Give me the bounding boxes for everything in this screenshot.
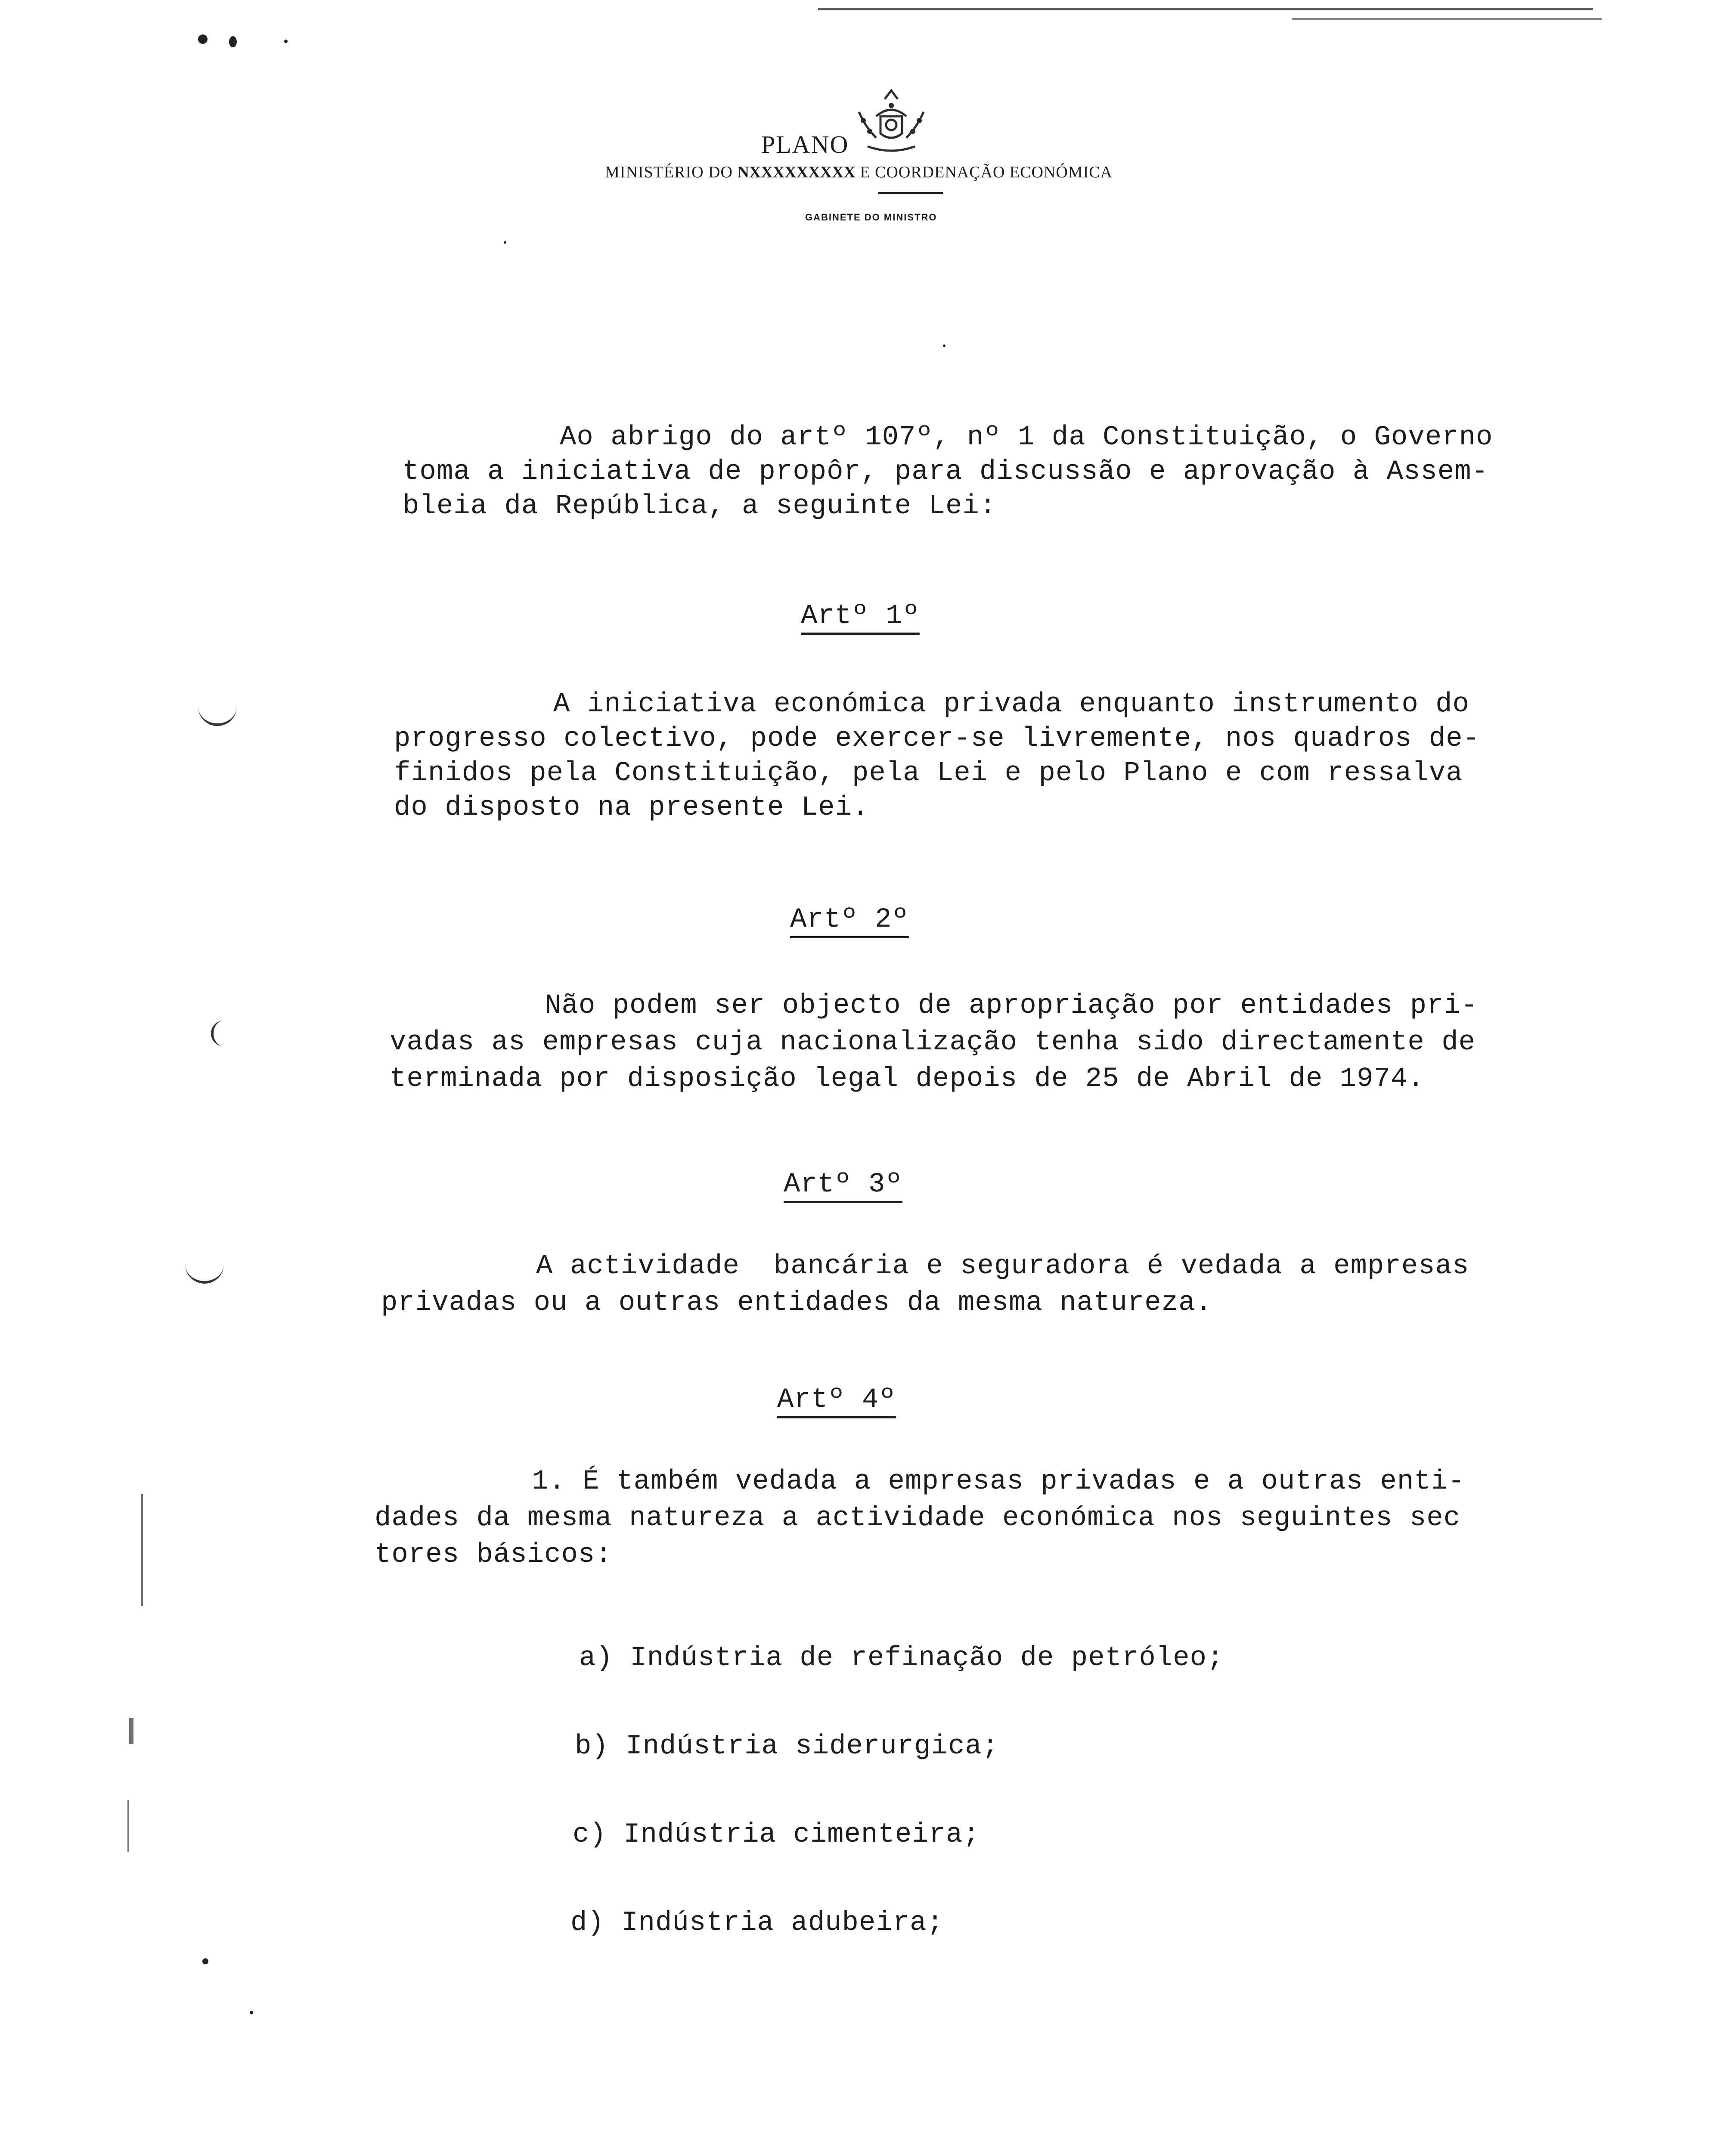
ministry-struck-text: NXXXXXXXXX	[737, 163, 856, 181]
ministry-prefix: MINISTÉRIO DO	[605, 163, 733, 181]
binding-mark	[198, 706, 237, 726]
article-line: terminada por disposição legal depois de 25 de Abril de 1974.	[390, 1064, 1425, 1095]
article-line: Não podem ser objecto de apropriação por entidades pri-	[545, 990, 1478, 1021]
article-heading: Artº 2º	[790, 904, 909, 935]
scan-top-rule	[818, 8, 1593, 10]
preamble-line: toma a iniciativa de propôr, para discussão e aprovação à Assem-	[403, 456, 1488, 487]
list-item: d) Indústria adubeira;	[570, 1908, 944, 1939]
margin-mark	[127, 1800, 129, 1852]
letterhead-cabinet: GABINETE DO MINISTRO	[805, 212, 937, 223]
list-item: a) Indústria de refinação de petróleo;	[579, 1643, 1224, 1674]
preamble-line: Ao abrigo do artº 107º, nº 1 da Constituição, o Governo	[560, 422, 1493, 453]
article-line: 1. É também vedada a empresas privadas e a outras enti-	[532, 1466, 1465, 1497]
scan-speck	[284, 40, 288, 43]
list-item: b) Indústria siderurgica;	[575, 1731, 999, 1762]
coat-of-arms-icon	[850, 86, 932, 155]
scan-speck	[202, 1958, 208, 1964]
binding-mark	[211, 1021, 224, 1046]
article-line: dades da mesma natureza a actividade económica nos seguintes sec	[375, 1503, 1460, 1534]
article-line: progresso colectivo, pode exercer-se livremente, nos quadros de-	[394, 723, 1480, 754]
article-heading: Artº 4º	[777, 1384, 896, 1415]
letterhead-plano: PLANO	[761, 130, 849, 158]
article-line: vadas as empresas cuja nacionalização tenha sido directamente de	[390, 1027, 1476, 1058]
article-line: A actividade bancária e seguradora é vedada a empresas	[536, 1251, 1469, 1282]
scan-speck	[229, 36, 237, 47]
margin-mark	[129, 1718, 133, 1744]
scan-speck	[943, 344, 946, 347]
article-line: finidos pela Constituição, pela Lei e pelo Plano e com ressalva	[394, 758, 1463, 789]
article-line: tores básicos:	[375, 1539, 612, 1570]
margin-mark	[141, 1494, 143, 1606]
article-line: do disposto na presente Lei.	[394, 792, 869, 823]
list-item: c) Indústria cimenteira;	[573, 1819, 980, 1850]
article-line: privadas ou a outras entidades da mesma natureza.	[381, 1287, 1212, 1318]
letterhead-ministry	[605, 163, 1113, 182]
preamble-line: bleia da República, a seguinte Lei:	[403, 491, 997, 522]
binding-mark	[185, 1264, 224, 1284]
article-heading: Artº 3º	[784, 1169, 902, 1200]
scan-speck	[504, 241, 506, 244]
scan-speck	[198, 34, 208, 44]
article-heading: Artº 1º	[801, 601, 920, 632]
article-line: A iniciativa económica privada enquanto instrumento do	[553, 689, 1469, 720]
scan-top-rule	[1292, 18, 1602, 20]
ministry-suffix: E COORDENAÇÃO ECONÓMICA	[860, 163, 1113, 181]
scan-speck	[250, 2011, 253, 2014]
letterhead-divider	[878, 192, 943, 194]
